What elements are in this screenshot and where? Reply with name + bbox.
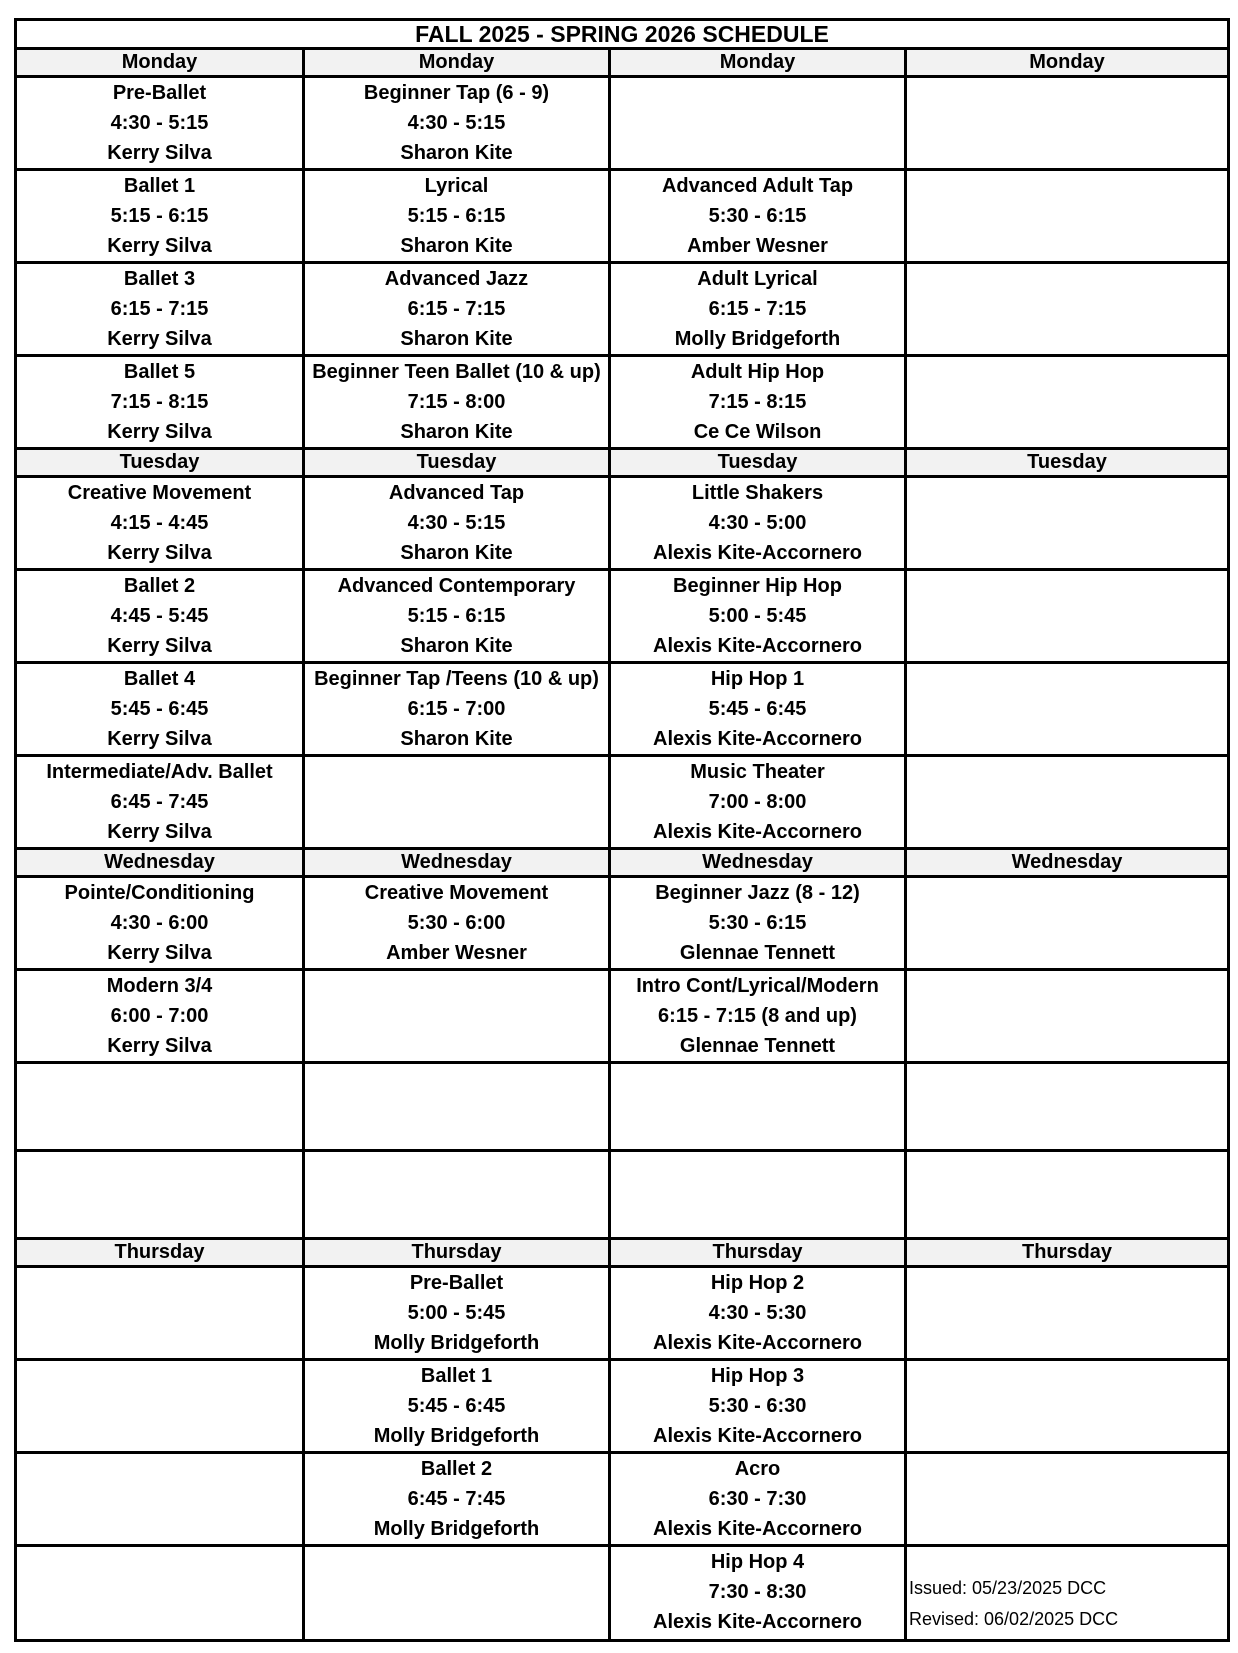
class-name: Beginner Hip Hop: [673, 575, 842, 597]
class-name: Ballet 4: [123, 668, 196, 690]
class-name: Beginner Tap /Teens (10 & up): [314, 668, 599, 690]
class-time: 6:15 - 7:15: [110, 298, 209, 320]
schedule-row: [16, 1453, 1229, 1546]
class-teacher: Alexis Kite-Accornero: [653, 1611, 862, 1633]
class-time: 7:15 - 8:00: [407, 391, 506, 413]
class-name: Ballet 2: [123, 575, 196, 597]
class-teacher: Kerry Silva: [107, 421, 212, 443]
day-header: Tuesday: [906, 449, 1229, 477]
empty-cell: [906, 356, 1229, 449]
class-teacher: Alexis Kite-Accornero: [653, 635, 862, 657]
empty-cell: [304, 756, 610, 849]
class-cell: [16, 970, 304, 1063]
class-cell: [610, 1267, 906, 1360]
empty-cell: [16, 1453, 304, 1546]
class-teacher: Amber Wesner: [687, 235, 828, 257]
class-cell: [304, 1360, 610, 1453]
class-name: Ballet 2: [420, 1458, 493, 1480]
schedule-row: [16, 77, 1229, 170]
class-teacher: Glennae Tennett: [679, 1035, 836, 1057]
class-cell: [16, 663, 304, 756]
class-name: Ballet 3: [123, 268, 196, 290]
class-name: Hip Hop 2: [710, 1272, 805, 1294]
class-cell: [16, 356, 304, 449]
empty-cell: [906, 970, 1229, 1063]
class-cell: [610, 356, 906, 449]
class-time: 5:15 - 6:15: [110, 205, 209, 227]
class-teacher: Amber Wesner: [386, 942, 527, 964]
class-teacher: Kerry Silva: [107, 542, 212, 564]
class-name: Ballet 5: [123, 361, 196, 383]
class-teacher: Alexis Kite-Accornero: [653, 821, 862, 843]
schedule-row: [16, 356, 1229, 449]
class-teacher: Alexis Kite-Accornero: [653, 542, 862, 564]
class-name: Ballet 1: [123, 175, 196, 197]
class-cell: [16, 877, 304, 970]
schedule-row: [16, 756, 1229, 849]
class-cell: [304, 263, 610, 356]
day-header: Tuesday: [16, 449, 304, 477]
class-time: 4:30 - 5:15: [407, 112, 506, 134]
empty-cell: [610, 1151, 906, 1239]
class-time: 4:30 - 5:00: [708, 512, 807, 534]
day-header: Thursday: [16, 1239, 304, 1267]
class-teacher: Kerry Silva: [107, 142, 212, 164]
day-header: Thursday: [906, 1239, 1229, 1267]
empty-cell: [906, 663, 1229, 756]
class-name: Ballet 1: [420, 1365, 493, 1387]
class-teacher: Sharon Kite: [400, 421, 513, 443]
class-cell: [610, 663, 906, 756]
class-cell: [16, 263, 304, 356]
class-name: Lyrical: [424, 175, 489, 197]
class-cell: [304, 877, 610, 970]
schedule-title: FALL 2025 - SPRING 2026 SCHEDULE: [16, 20, 1229, 49]
class-name: Pre-Ballet: [112, 82, 207, 104]
day-header: Wednesday: [16, 849, 304, 877]
class-time: 6:00 - 7:00: [110, 1005, 209, 1027]
day-header: Monday: [16, 49, 304, 77]
class-time: 5:45 - 6:45: [708, 698, 807, 720]
empty-cell: [16, 1063, 304, 1151]
class-time: 4:30 - 5:15: [110, 112, 209, 134]
day-header: Monday: [610, 49, 906, 77]
schedule-body: [16, 20, 1229, 1641]
class-teacher: Alexis Kite-Accornero: [653, 1518, 862, 1540]
class-cell: [610, 756, 906, 849]
empty-cell: [610, 77, 906, 170]
class-cell: [304, 1453, 610, 1546]
day-header: Monday: [304, 49, 610, 77]
class-teacher: Sharon Kite: [400, 142, 513, 164]
class-name: Adult Hip Hop: [690, 361, 825, 383]
class-teacher: Molly Bridgeforth: [373, 1332, 540, 1354]
class-name: Creative Movement: [67, 482, 252, 504]
class-name: Hip Hop 3: [710, 1365, 805, 1387]
day-header: Wednesday: [906, 849, 1229, 877]
class-cell: [610, 263, 906, 356]
day-header: Tuesday: [610, 449, 906, 477]
class-teacher: Kerry Silva: [107, 635, 212, 657]
empty-cell: [304, 1063, 610, 1151]
class-name: Music Theater: [690, 761, 825, 783]
class-time: 5:45 - 6:45: [407, 1395, 506, 1417]
schedule-row: [16, 570, 1229, 663]
class-cell: [304, 570, 610, 663]
class-cell: [16, 570, 304, 663]
class-cell: [610, 170, 906, 263]
class-name: Beginner Jazz (8 - 12): [655, 882, 860, 904]
class-cell: [304, 356, 610, 449]
class-name: Advanced Jazz: [384, 268, 529, 290]
class-time: 6:15 - 7:00: [407, 698, 506, 720]
class-teacher: Kerry Silva: [107, 1035, 212, 1057]
day-header-row: [16, 1239, 1229, 1267]
class-name: Beginner Teen Ballet (10 & up): [312, 361, 601, 383]
class-cell: [610, 1360, 906, 1453]
schedule-row: [16, 477, 1229, 570]
class-name: Adult Lyrical: [697, 268, 818, 290]
class-cell: [16, 477, 304, 570]
empty-cell: [304, 970, 610, 1063]
class-name: Advanced Contemporary: [337, 575, 576, 597]
class-name: Intro Cont/Lyrical/Modern: [636, 975, 879, 997]
empty-cell: [906, 1063, 1229, 1151]
day-header: Tuesday: [304, 449, 610, 477]
class-teacher: Alexis Kite-Accornero: [653, 1425, 862, 1447]
class-cell: [610, 477, 906, 570]
class-time: 5:30 - 6:15: [708, 912, 807, 934]
day-header-row: [16, 849, 1229, 877]
class-teacher: Kerry Silva: [107, 728, 212, 750]
schedule-row: [16, 970, 1229, 1063]
empty-cell: [16, 1151, 304, 1239]
class-time: 7:30 - 8:30: [708, 1581, 807, 1603]
class-teacher: Sharon Kite: [400, 728, 513, 750]
empty-cell: [304, 1546, 610, 1641]
schedule-row: [16, 263, 1229, 356]
schedule-table: [14, 18, 1230, 1642]
class-teacher: Molly Bridgeforth: [674, 328, 841, 350]
empty-cell: [906, 1453, 1229, 1546]
class-time: 4:30 - 5:30: [708, 1302, 807, 1324]
empty-cell: [906, 1267, 1229, 1360]
class-teacher: Sharon Kite: [400, 328, 513, 350]
empty-cell: [610, 1063, 906, 1151]
class-time: 7:00 - 8:00: [708, 791, 807, 813]
title-row: [16, 20, 1229, 49]
class-teacher: Glennae Tennett: [679, 942, 836, 964]
class-time: 4:30 - 5:15: [407, 512, 506, 534]
class-teacher: Alexis Kite-Accornero: [653, 728, 862, 750]
class-name: Little Shakers: [691, 482, 824, 504]
class-cell: [16, 77, 304, 170]
day-header: Wednesday: [304, 849, 610, 877]
class-name: Intermediate/Adv. Ballet: [46, 761, 273, 783]
schedule-row: [16, 1360, 1229, 1453]
class-teacher: Sharon Kite: [400, 235, 513, 257]
class-time: 5:45 - 6:45: [110, 698, 209, 720]
class-cell: [304, 77, 610, 170]
class-time: 4:15 - 4:45: [110, 512, 209, 534]
class-teacher: Kerry Silva: [107, 821, 212, 843]
revision-notes-cell: [906, 1546, 1229, 1641]
class-time: 5:00 - 5:45: [407, 1302, 506, 1324]
class-name: Pointe/Conditioning: [64, 882, 255, 904]
empty-cell: [16, 1546, 304, 1641]
class-time: 6:15 - 7:15 (8 and up): [658, 1005, 857, 1027]
empty-cell: [906, 570, 1229, 663]
class-name: Hip Hop 4: [710, 1551, 805, 1573]
class-cell: [610, 1453, 906, 1546]
class-time: 4:30 - 6:00: [110, 912, 209, 934]
empty-cell: [906, 170, 1229, 263]
class-teacher: Molly Bridgeforth: [373, 1425, 540, 1447]
schedule-row: [16, 1063, 1229, 1151]
class-teacher: Alexis Kite-Accornero: [653, 1332, 862, 1354]
class-cell: [610, 877, 906, 970]
class-cell: [304, 477, 610, 570]
revision-notes: [909, 1573, 1118, 1635]
class-time: 5:30 - 6:30: [708, 1395, 807, 1417]
class-name: Hip Hop 1: [710, 668, 805, 690]
empty-cell: [304, 1151, 610, 1239]
class-time: 5:30 - 6:00: [407, 912, 506, 934]
class-teacher: Molly Bridgeforth: [373, 1518, 540, 1540]
empty-cell: [16, 1360, 304, 1453]
class-cell: [304, 170, 610, 263]
empty-cell: [906, 477, 1229, 570]
empty-cell: [906, 1360, 1229, 1453]
day-header: Thursday: [304, 1239, 610, 1267]
class-cell: [304, 663, 610, 756]
class-name: Acro: [734, 1458, 781, 1480]
class-name: Modern 3/4: [106, 975, 213, 997]
schedule-row: [16, 1546, 1229, 1641]
class-name: Pre-Ballet: [409, 1272, 504, 1294]
revised-note: Revised: 06/02/2025 DCC: [909, 1609, 1119, 1629]
class-teacher: Ce Ce Wilson: [693, 421, 822, 443]
class-time: 7:15 - 8:15: [708, 391, 807, 413]
class-teacher: Kerry Silva: [107, 235, 212, 257]
schedule-row: [16, 1151, 1229, 1239]
empty-cell: [906, 1151, 1229, 1239]
empty-cell: [906, 263, 1229, 356]
day-header: Thursday: [610, 1239, 906, 1267]
issued-note: Issued: 05/23/2025 DCC: [909, 1578, 1107, 1598]
class-teacher: Sharon Kite: [400, 542, 513, 564]
empty-cell: [16, 1267, 304, 1360]
schedule-row: [16, 663, 1229, 756]
class-time: 5:30 - 6:15: [708, 205, 807, 227]
class-time: 6:15 - 7:15: [407, 298, 506, 320]
class-time: 4:45 - 5:45: [110, 605, 209, 627]
class-cell: [304, 1267, 610, 1360]
class-cell: [16, 756, 304, 849]
class-cell: [610, 970, 906, 1063]
empty-cell: [906, 77, 1229, 170]
class-name: Advanced Adult Tap: [661, 175, 854, 197]
class-name: Creative Movement: [364, 882, 549, 904]
class-cell: [16, 170, 304, 263]
class-teacher: Sharon Kite: [400, 635, 513, 657]
class-time: 6:45 - 7:45: [110, 791, 209, 813]
class-name: Advanced Tap: [388, 482, 525, 504]
class-cell: [610, 570, 906, 663]
day-header-row: [16, 49, 1229, 77]
class-cell: [610, 1546, 906, 1641]
class-time: 6:45 - 7:45: [407, 1488, 506, 1510]
day-header-row: [16, 449, 1229, 477]
day-header: Monday: [906, 49, 1229, 77]
class-time: 7:15 - 8:15: [110, 391, 209, 413]
empty-cell: [906, 877, 1229, 970]
day-header: Wednesday: [610, 849, 906, 877]
class-time: 5:15 - 6:15: [407, 605, 506, 627]
class-name: Beginner Tap (6 - 9): [363, 82, 550, 104]
class-teacher: Kerry Silva: [107, 942, 212, 964]
schedule-row: [16, 877, 1229, 970]
schedule-row: [16, 1267, 1229, 1360]
class-time: 6:30 - 7:30: [708, 1488, 807, 1510]
empty-cell: [906, 756, 1229, 849]
schedule-row: [16, 170, 1229, 263]
class-teacher: Kerry Silva: [107, 328, 212, 350]
class-time: 5:00 - 5:45: [708, 605, 807, 627]
class-time: 5:15 - 6:15: [407, 205, 506, 227]
class-time: 6:15 - 7:15: [708, 298, 807, 320]
